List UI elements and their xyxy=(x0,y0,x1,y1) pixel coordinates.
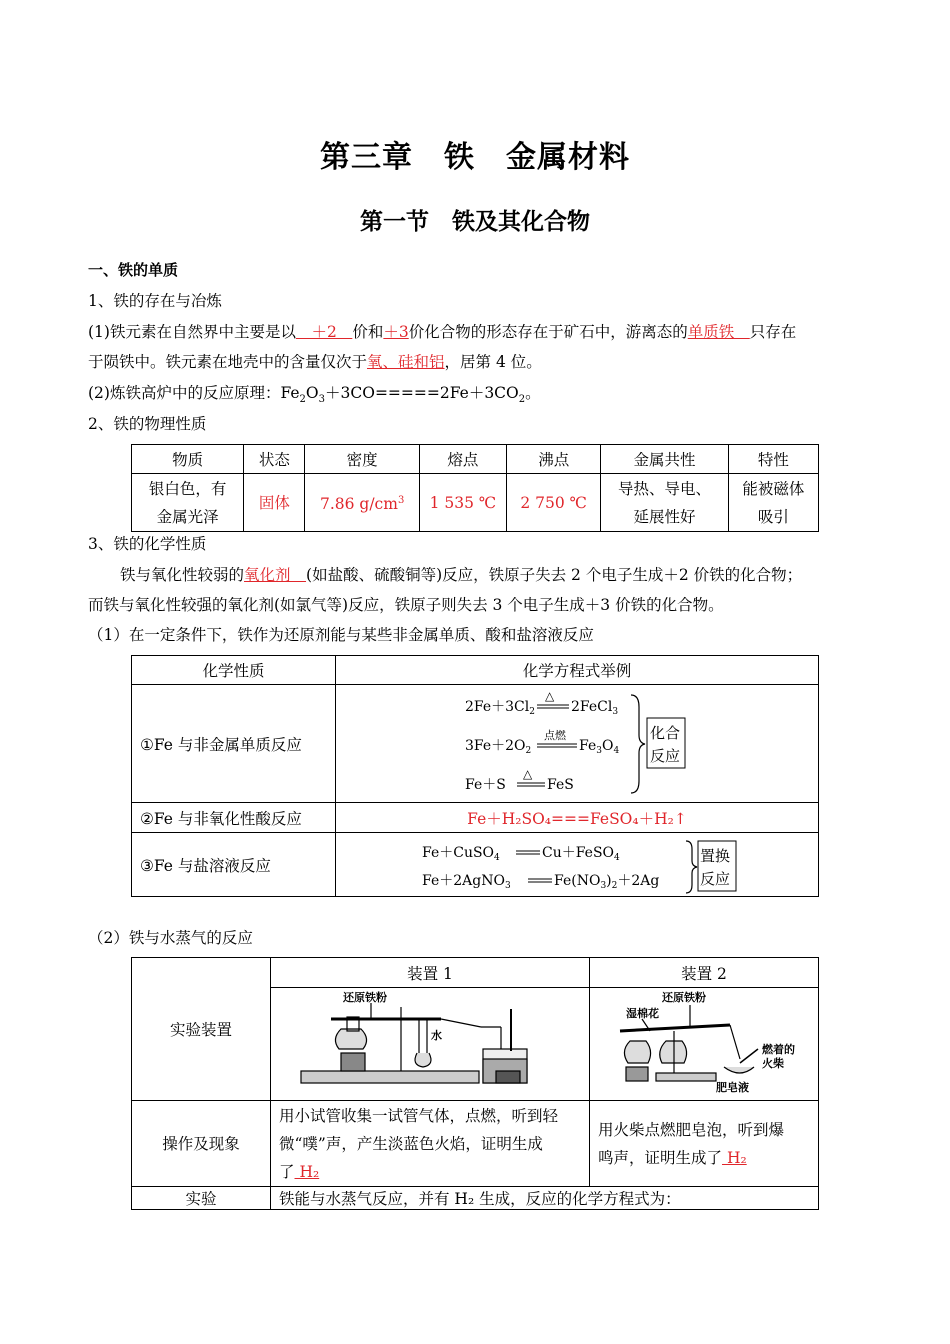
col-header: 装置 2 xyxy=(590,958,819,988)
col-header: 装置 1 xyxy=(271,958,590,988)
label-soap-solution: 肥皂液 xyxy=(716,1081,749,1094)
cell-apparatus-label: 实验装置 xyxy=(132,958,271,1101)
eq3-left: Fe＋S xyxy=(465,776,506,793)
cell-boiling: 2 750 ℃ xyxy=(507,474,601,532)
soap-dish-icon xyxy=(724,1067,754,1073)
cell-salt-eq xyxy=(336,833,819,897)
cell-conclusion-label: 实验 xyxy=(132,1187,271,1210)
cell-melting: 1 535 ℃ xyxy=(419,474,506,532)
burner-icon xyxy=(624,1041,650,1063)
salt-eq2-right: $Fe(NO_3)_2+2Ag$ xyxy=(554,872,660,891)
col-header: 状态 xyxy=(244,445,305,474)
heading-iron-element: 一、铁的单质 xyxy=(88,261,179,279)
blank-plus2: ＋2 xyxy=(295,323,353,341)
cell-acid-eq: Fe＋H₂SO₄===FeSO₄＋H₂↑ xyxy=(336,803,819,833)
salt-eq2-left: Fe＋2AgNO$_3$ xyxy=(422,872,511,891)
cell-salt: ③Fe 与盐溶液反应 xyxy=(132,833,336,897)
col-header: 化学性质 xyxy=(132,656,336,685)
subheading-chemical: 3、铁的化学性质 xyxy=(88,535,207,553)
eq2-right: $Fe_3O_4$ xyxy=(579,737,620,756)
blank-h2-2: H₂ xyxy=(722,1148,747,1167)
paragraph-oxidizer-2: 而铁与氧化性较强的氧化剂(如氯气等)反应，铁原子则失去 3 个电子生成＋3 价铁的化合物。 xyxy=(88,596,724,614)
steam-reaction-table xyxy=(131,957,819,1210)
subheading-physical: 2、铁的物理性质 xyxy=(88,415,207,433)
stand-base-icon xyxy=(301,1071,479,1083)
cell-apparatus-1 xyxy=(271,988,590,1101)
match-icon xyxy=(740,1049,758,1063)
label-iron-powder: 还原铁粉 xyxy=(343,991,387,1004)
cell-common: 导热、导电、 延展性好 xyxy=(601,474,728,532)
label-water: 水 xyxy=(431,1029,442,1042)
blank-plus3: ＋3 xyxy=(383,323,409,341)
paragraph-blast-furnace: (2)炼铁高炉中的反应原理：$Fe_2O_3+3CO=====2Fe+3CO_2$。 xyxy=(88,384,541,406)
label-burning-match-1: 燃着的 xyxy=(762,1043,795,1056)
combination-label-1: 化合 xyxy=(650,723,681,742)
cell-state: 固体 xyxy=(244,474,305,532)
col-header: 沸点 xyxy=(507,445,601,474)
eq1-condition: △ xyxy=(545,688,555,703)
salt-eq1-left: Fe＋CuSO$_4$ xyxy=(422,844,500,863)
blank-h2-1: H₂ xyxy=(294,1162,320,1181)
cell-nonmetal: ①Fe 与非金属单质反应 xyxy=(132,685,336,803)
cell-acid: ②Fe 与非氧化性酸反应 xyxy=(132,803,336,833)
cell-operation-1: 用小试管收集一试管气体，点燃，听到轻 微“噗”声，产生淡蓝色火焰，证明生成 了 H₂ xyxy=(271,1101,590,1187)
eq1-left: $2Fe+3Cl_2$ xyxy=(465,698,535,717)
blank-elemental-iron: 单质铁 xyxy=(687,323,750,341)
burner-icon xyxy=(335,1029,366,1049)
blank-oxidizer: 氧化剂 xyxy=(244,566,307,584)
cell-conclusion: 铁能与水蒸气反应，并有 H₂ 生成，反应的化学方程式为： xyxy=(271,1187,819,1210)
paragraph-oxidizer-1: 铁与氧化性较弱的氧化剂 (如盐酸、硫酸铜等)反应，铁原子失去 2 个电子生成＋2 价铁的化合物； xyxy=(120,566,803,584)
paragraph-reducer: （1）在一定条件下，铁作为还原剂能与某些非金属单质、酸和盐溶液反应 xyxy=(88,626,594,644)
eq2-condition: 点燃 xyxy=(544,728,566,742)
physical-properties-table xyxy=(131,444,819,532)
label-iron-powder: 还原铁粉 xyxy=(662,991,706,1004)
apparatus-1-diagram xyxy=(271,989,587,1099)
eq3-right: FeS xyxy=(547,776,574,793)
displacement-label-1: 置换 xyxy=(700,846,731,865)
salt-equations xyxy=(336,835,816,895)
col-header: 特性 xyxy=(728,445,818,474)
apparatus-2-diagram xyxy=(590,989,818,1099)
eq2-left: $3Fe+2O_2$ xyxy=(465,737,532,756)
combination-label-2: 反应 xyxy=(650,746,681,765)
paragraph-occurrence-1: (1)铁元素在自然界中主要是以 ＋2 价和＋3价化合物的形态存在于矿石中，游离态的单质铁 只存在 xyxy=(88,323,797,341)
eq1-right: 2FeCl$_3$ xyxy=(571,698,619,717)
brace-icon xyxy=(631,695,645,793)
salt-eq1-right: Cu＋FeSO$_4$ xyxy=(542,844,620,863)
nonmetal-equations xyxy=(337,687,817,801)
eq3-condition: △ xyxy=(523,766,533,781)
blank-o-si-al: 氧、硅和铝 xyxy=(367,353,445,371)
paragraph-occurrence-2: 于陨铁中。铁元素在地壳中的含量仅次于氧、硅和铝，居第 4 位。 xyxy=(88,353,542,371)
label-burning-match-2: 火柴 xyxy=(762,1057,784,1070)
stand-base-icon xyxy=(656,1073,716,1081)
displacement-label-2: 反应 xyxy=(700,869,731,888)
col-header: 化学方程式举例 xyxy=(336,656,819,685)
paragraph-steam: （2）铁与水蒸气的反应 xyxy=(88,929,253,947)
col-header: 物质 xyxy=(132,445,244,474)
cell-special: 能被磁体 吸引 xyxy=(728,474,818,532)
subheading-occurrence: 1、铁的存在与冶炼 xyxy=(88,292,222,310)
label-wet-cotton: 湿棉花 xyxy=(626,1007,659,1020)
brace-icon xyxy=(686,841,697,893)
cell-nonmetal-eq xyxy=(336,685,819,803)
col-header: 金属共性 xyxy=(601,445,728,474)
section-title: 第一节 铁及其化合物 xyxy=(360,208,590,235)
col-header: 熔点 xyxy=(419,445,506,474)
cell-density: 7.86 $g/cm^3$ xyxy=(305,474,419,532)
chapter-title: 第三章 铁 金属材料 xyxy=(320,140,630,175)
cell-substance: 银白色，有 金属光泽 xyxy=(132,474,244,532)
cell-operation-label: 操作及现象 xyxy=(132,1101,271,1187)
chemical-properties-table xyxy=(131,655,819,897)
cell-apparatus-2 xyxy=(590,988,819,1101)
cell-operation-2: 用火柴点燃肥皂泡，听到爆 鸣声，证明生成了 H₂ xyxy=(590,1101,819,1187)
col-header: 密度 xyxy=(305,445,419,474)
